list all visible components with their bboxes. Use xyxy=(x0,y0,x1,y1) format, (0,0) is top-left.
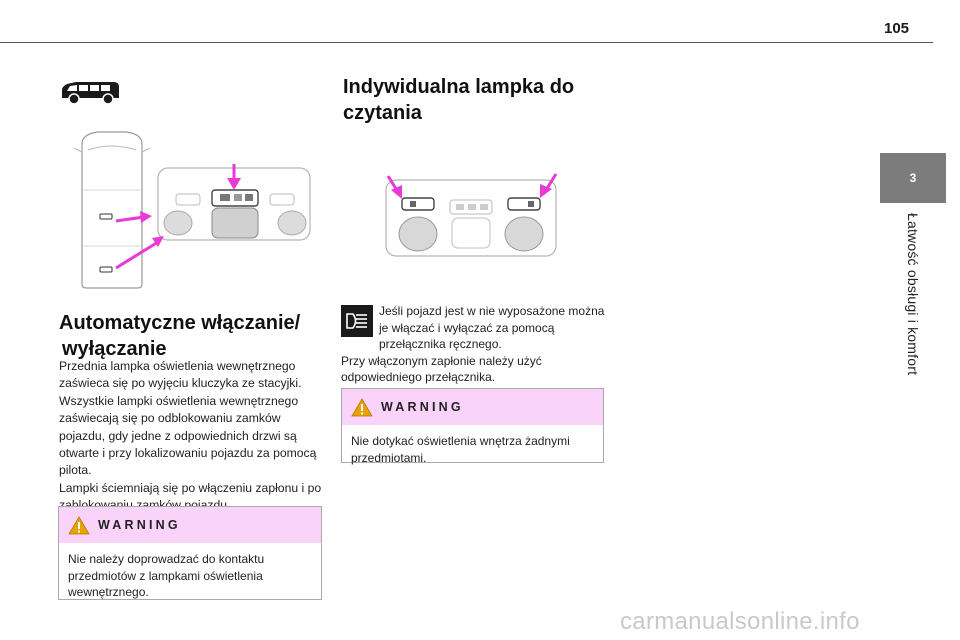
warning-box-reading xyxy=(341,388,604,463)
watermark: carmanualsonline.info xyxy=(620,608,860,635)
chapter-number: 3 xyxy=(909,171,917,185)
section-title-auto-line1: Automatyczne włączanie/ xyxy=(59,312,301,334)
van-icon xyxy=(58,80,124,106)
warning-box-auto xyxy=(58,506,322,600)
warning-text: Nie dotykać oświetlenia wnętrza żadnymi przedmiotami. xyxy=(351,434,570,465)
warning-title: WARNING xyxy=(381,400,464,414)
reading-lamp-illustration xyxy=(382,168,560,258)
section-auto-body xyxy=(59,358,325,515)
section-title-auto-line2: wyłączanie xyxy=(62,338,167,360)
warning-header xyxy=(59,507,321,543)
warning-triangle-icon xyxy=(351,398,373,417)
page-number: 105 xyxy=(884,20,910,37)
equipment-note xyxy=(341,303,607,386)
warning-triangle-icon xyxy=(68,516,90,535)
section-title-reading-line2: czytania xyxy=(343,102,422,124)
section-title-reading-line1: Indywidualna lampka do xyxy=(343,76,575,98)
chapter-title: Łatwość obsługi i komfort xyxy=(905,213,921,376)
headlight-icon xyxy=(341,305,373,337)
note-text: Jeśli pojazd jest w nie wyposażone można je włączać i wyłączać za pomocą przełącznika ręcznego. xyxy=(379,304,605,352)
paragraph: Lampki ściemniają się po włączeniu zapłonu i po xyxy=(59,480,322,495)
section-title-reading xyxy=(343,74,603,126)
paragraph: Wszystkie lampki oświetlenia wewnętrznego zaświecają się po odblokowaniu zamków pojazdu, gdy jedne z odpowiednich drzwi są otwarte i przy lokalizowaniu pojazdu za pomocą pilota. xyxy=(59,393,317,478)
header-divider xyxy=(0,42,933,43)
warning-title: WARNING xyxy=(98,518,181,532)
paragraph: Przednia lampka oświetlenia wewnętrznego zaświeca się po wyjęciu kluczyka ze stacyjki. xyxy=(59,359,302,391)
section-title-auto xyxy=(59,310,329,362)
note-text: Przy włączonym zapłonie należy użyć odpowiedniego przełącznika. xyxy=(341,353,542,385)
warning-text: Nie należy doprowadzać do kontaktu przedmiotów z lampkami oświetlenia wewnętrznego. xyxy=(68,552,265,600)
interior-light-illustration xyxy=(60,128,330,298)
chapter-tab[interactable] xyxy=(880,153,946,203)
warning-header xyxy=(342,389,603,425)
